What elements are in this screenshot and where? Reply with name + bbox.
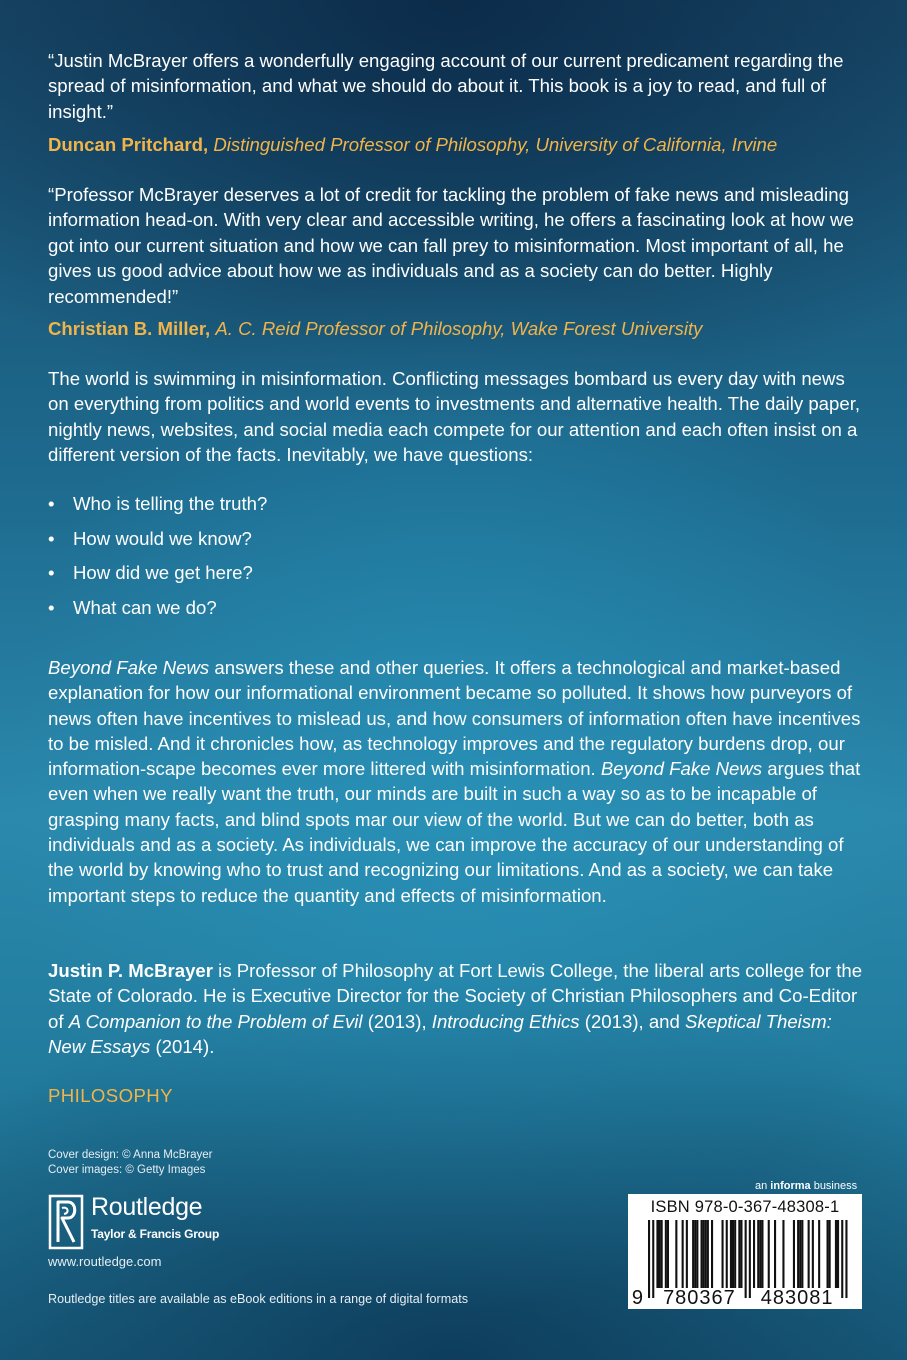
subject-category: PHILOSOPHY: [48, 1085, 173, 1106]
author-name: Justin P. McBrayer: [48, 960, 214, 981]
barcode-bar: [793, 1220, 795, 1288]
publisher-url: www.routledge.com: [48, 1254, 162, 1269]
barcode-bar: [812, 1220, 814, 1288]
barcode-bar: [837, 1220, 839, 1288]
question-list: [48, 492, 267, 631]
bullet-icon: •: [48, 562, 55, 584]
barcode-bar: [675, 1220, 677, 1288]
isbn-barcode: [628, 1194, 862, 1309]
review-quote-1: “Justin McBrayer offers a wonderfully engaging account of our current predicament regarding the spread of misinformation, and what we should do about it. This book is a joy to read, and full of insight.”: [48, 50, 844, 122]
reviewer-name: Christian B. Miller,: [48, 318, 211, 339]
barcode-bar: [730, 1220, 732, 1288]
barcode-bar: [711, 1220, 713, 1288]
barcode-bar: [656, 1220, 658, 1288]
barcode-graphic: [628, 1194, 862, 1309]
barcode-bar: [692, 1220, 694, 1288]
routledge-mark-icon: [48, 1194, 84, 1250]
ebook-note: Routledge titles are available as eBook editions in a range of digital formats: [48, 1292, 469, 1306]
bullet-icon: •: [48, 493, 55, 514]
author-bio: Justin P. McBrayer is Professor of Philosophy at Fort Lewis College, the liberal arts college for the State of Colorado. He is Executive Director for the Society of Christian Philosophers and Co-Editor of A Companion to the Problem of Evil (2013), Introducing Ethics (2013), and Skeptical Theism: New Essays (2014).: [48, 960, 863, 1057]
barcode-bar: [665, 1220, 667, 1288]
barcode-bar: [722, 1220, 724, 1288]
barcode-bar: [799, 1220, 801, 1288]
reviewer-title: A. C. Reid Professor of Philosophy, Wake Forest University: [215, 318, 703, 339]
barcode-bar: [774, 1220, 776, 1288]
barcode-bar: [686, 1220, 688, 1288]
barcode-bar: [829, 1220, 831, 1288]
publisher-group: Taylor & Francis Group: [91, 1227, 220, 1241]
bullet-icon: •: [48, 527, 55, 549]
barcode-bar: [652, 1220, 654, 1298]
isbn-label: ISBN 978-0-367-48308-1: [650, 1198, 840, 1216]
book-description: Beyond Fake News answers these and other queries. It offers a technological and market-based explanation for how our informational environment became so polluted. It shows how purveyors of news often have incentives to mislead us, and how consumers of information often have incentives to be misled. And it chronicles how, as technology improves and the regulatory burdens drop, our information-scape becomes ever more littered with misinformation. Beyond Fake News argues that even when we really want the truth, our minds are built in such a way so as to be incapable of grasping many facts, and blind spots mar our view of the world. But we can do better, both as individuals and as a society. As individuals, we can improve the accuracy of our understanding of the world by knowing who to trust and recognizing our limitations. And as a society, we can take important steps to reduce the quantity and effects of misinformation.: [48, 657, 861, 906]
cover-design-credit: Cover design: © Anna McBrayer: [48, 1149, 213, 1161]
barcode-bar: [696, 1220, 698, 1288]
informa-business-label: an informa business: [755, 1180, 858, 1192]
barcode-digits-right: 483081: [760, 1287, 834, 1309]
barcode-bar: [845, 1220, 847, 1298]
book-title: Beyond Fake News: [600, 758, 763, 780]
barcode-bar: [841, 1220, 843, 1298]
barcode-bar: [761, 1220, 763, 1288]
barcode-bar: [734, 1220, 736, 1288]
barcode-bar: [705, 1220, 707, 1288]
reviewer-name: Duncan Pritchard,: [48, 134, 209, 155]
barcode-bar: [701, 1220, 703, 1288]
barcode-bar: [835, 1220, 837, 1288]
review-attribution-2: [48, 318, 702, 340]
cover-images-credit: Cover images: © Getty Images: [48, 1164, 206, 1176]
barcode-digits-left: 780367: [663, 1287, 736, 1309]
cover-credits: [48, 1148, 212, 1178]
barcode-bar: [768, 1220, 770, 1288]
book-title: Beyond Fake News: [48, 657, 210, 678]
review-quote-2: “Professor McBrayer deserves a lot of credit for tackling the problem of fake news and misleading information head-on. With very clear and accessible writing, he offers a fascinating look at how we got into our current situation and how we can fall prey to misinformation. Most important of all, he gives us good advice about how we as individuals and as a society can do better. Highly recommended!”: [48, 184, 854, 307]
intro-paragraph: The world is swimming in misinformation. Conflicting messages bombard us every day with news on everything from politics and world events to investments and alternative health. The daily paper, nightly news, websites, and social media each compete for our attention and each often insist on a different version of the facts. Inevitably, we have questions:: [48, 368, 861, 465]
barcode-bar: [661, 1220, 663, 1288]
barcode-bar: [757, 1220, 759, 1288]
bullet-icon: •: [48, 597, 55, 619]
review-attribution-1: [48, 134, 777, 156]
barcode-bar: [818, 1220, 820, 1288]
list-item: • How did we get here?: [48, 562, 253, 584]
list-item: • What can we do?: [48, 597, 217, 619]
barcode-bar: [648, 1220, 650, 1298]
barcode-bar: [801, 1220, 803, 1288]
barcode-bar: [753, 1220, 755, 1288]
list-item: • Who is telling the truth?: [48, 493, 268, 514]
barcode-bar: [738, 1220, 740, 1288]
barcode-bar: [782, 1220, 784, 1288]
barcode-bar: [707, 1220, 709, 1288]
barcode-bar: [703, 1220, 705, 1288]
barcode-bar: [827, 1220, 829, 1288]
barcode-bar: [749, 1220, 751, 1298]
barcode-bar: [740, 1220, 742, 1288]
publisher-name: Routledge: [91, 1193, 203, 1221]
barcode-bar: [659, 1220, 661, 1288]
barcode-bar: [759, 1220, 761, 1288]
barcode-bar: [682, 1220, 684, 1288]
barcode-bar: [694, 1220, 696, 1288]
list-item: • How would we know?: [48, 527, 252, 549]
barcode-bar: [726, 1220, 728, 1288]
barcode-bar: [745, 1220, 747, 1298]
barcode-bar: [808, 1220, 810, 1288]
publisher-logo: [48, 1194, 258, 1250]
reviewer-title: Distinguished Professor of Philosophy, University of California, Irvine: [213, 134, 778, 155]
barcode-bar: [667, 1220, 669, 1288]
barcode-bar: [732, 1220, 734, 1288]
barcode-digit-lead: 9: [631, 1287, 644, 1309]
barcode-bar: [797, 1220, 799, 1288]
